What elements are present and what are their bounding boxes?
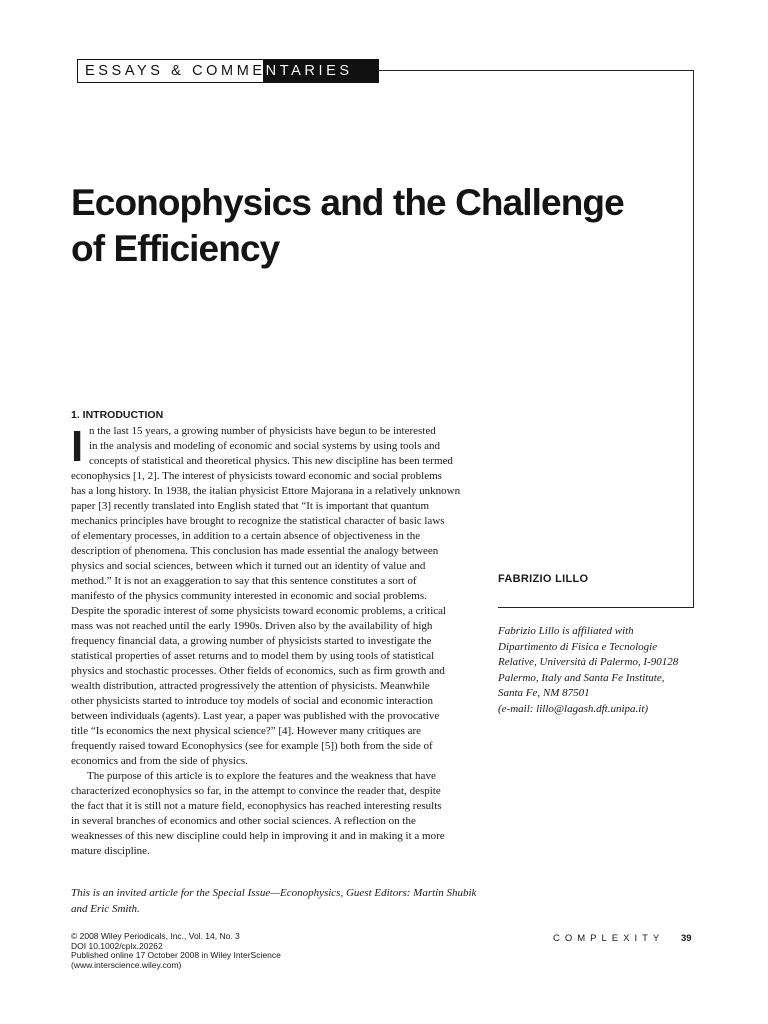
body-line: manifesto of the physics community interested in economic and social problems.	[71, 590, 427, 602]
footer-line: © 2008 Wiley Periodicals, Inc., Vol. 14, No. 3	[71, 931, 240, 941]
body-line: The purpose of this article is to explore the features and the weakness that have	[87, 770, 436, 782]
affiliation-line: Santa Fe, NM 87501	[498, 687, 590, 699]
title-line: of Efficiency	[71, 228, 280, 269]
article-title	[71, 180, 631, 272]
body-line: physics and social sciences, between which it turned out an identity of value and	[71, 560, 426, 572]
body-line: statistical properties of asset returns and to model them by using tools of statistical	[71, 650, 435, 662]
footer-line: Published online 17 October 2008 in Wiley InterScience	[71, 950, 281, 960]
body-line: the fact that it is still not a mature field, econophysics has reached interesting results	[71, 800, 442, 812]
body-line: in several branches of economics and other social sciences. A reflection on the	[71, 815, 416, 827]
body-line: paper [3] recently translated into English stated that “It is important that quantum	[71, 500, 430, 512]
affiliation-line: Palermo, Italy and Santa Fe Institute,	[498, 671, 665, 684]
drop-cap: I	[71, 422, 84, 471]
title-line: Econophysics and the Challenge	[71, 182, 624, 223]
body-line: method.” It is not an exaggeration to say that this sentence constitutes a sort of	[71, 575, 417, 587]
body-text	[71, 424, 477, 859]
journal-name: COMPLEXITY	[553, 933, 665, 944]
affiliation-email: (e-mail: lillo@lagash.dft.unipa.it)	[498, 702, 649, 715]
body-line: econophysics [1, 2]. The interest of physicists toward economic and social problems	[71, 470, 442, 482]
body-line: n the last 15 years, a growing number of physicists have begun to be interested	[89, 425, 436, 437]
body-line: frequency financial data, a growing number of physicists started to investigate the	[71, 635, 432, 647]
frame-top-rule	[378, 70, 694, 71]
invited-article-note: This is an invited article for the Special Issue—Econophysics, Guest Editors: Martin Shubik and Eric Smith.	[71, 887, 477, 915]
body-line: characterized econophysics so far, in the attempt to convince the reader that, despite	[71, 785, 441, 797]
footer-line: DOI 10.1002/cplx.20262	[71, 940, 163, 951]
section-heading: 1. INTRODUCTION	[71, 409, 164, 421]
footer-line: (www.interscience.wiley.com)	[71, 959, 182, 970]
body-line: mature discipline.	[71, 845, 150, 857]
affiliation-line: Fabrizio Lillo is affiliated with	[498, 625, 634, 637]
body-line: in the analysis and modeling of economic and social systems by using tools and	[89, 440, 441, 452]
body-line: frequently raised toward Econophysics (see for example [5]) both from the side of	[71, 740, 433, 752]
page-number: 39	[681, 933, 692, 944]
body-line: between individuals (agents). Last year, a paper was published with the provocative	[71, 710, 440, 722]
body-line: economics and from the side of physics.	[71, 755, 248, 767]
body-line: description of phenomena. This conclusion has made essential the analogy between	[71, 545, 439, 557]
frame-bottom-rule	[498, 607, 694, 608]
body-line: other physicists started to introduce toy models of social and economic interaction	[71, 695, 433, 707]
body-line: Despite the sporadic interest of some physicists toward economic problems, a critical	[71, 605, 447, 617]
body-line: mass was not reached until the early 1990s. Driven also by the availability of high	[71, 620, 433, 632]
author-name: FABRIZIO LILLO	[498, 573, 589, 585]
body-line: title “Is economics the next physical science?” [4]. However many critiques are	[71, 725, 422, 737]
body-line: concepts of statistical and theoretical physics. This new discipline has been termed	[89, 455, 453, 467]
body-line: weaknesses of this new discipline could help in improving it and in making it a more	[71, 830, 445, 842]
frame-right-rule	[693, 70, 694, 608]
author-affiliation	[498, 624, 698, 717]
body-line: has a long history. In 1938, the italian physicist Ettore Majorana in a relatively unknown	[71, 485, 461, 497]
copyright-footer	[71, 932, 281, 970]
affiliation-line: Dipartimento di Fisica e Tecnologie	[498, 640, 658, 653]
body-line: wealth distribution, attracted progressively the attention of physicists. Meanwhile	[71, 680, 430, 692]
body-line: physics and stochastic processes. Other fields of economics, such as firm growth and	[71, 665, 445, 677]
body-line: mechanics principles have brought to recognize the statistical character of basic laws	[71, 515, 445, 527]
affiliation-line: Relative, Università di Palermo, I-90128	[498, 656, 679, 668]
section-banner: ESSAYS & COMMENTARIES	[85, 63, 353, 79]
body-line: of elementary processes, in addition to a certain absence of objectiveness in the	[71, 530, 421, 542]
